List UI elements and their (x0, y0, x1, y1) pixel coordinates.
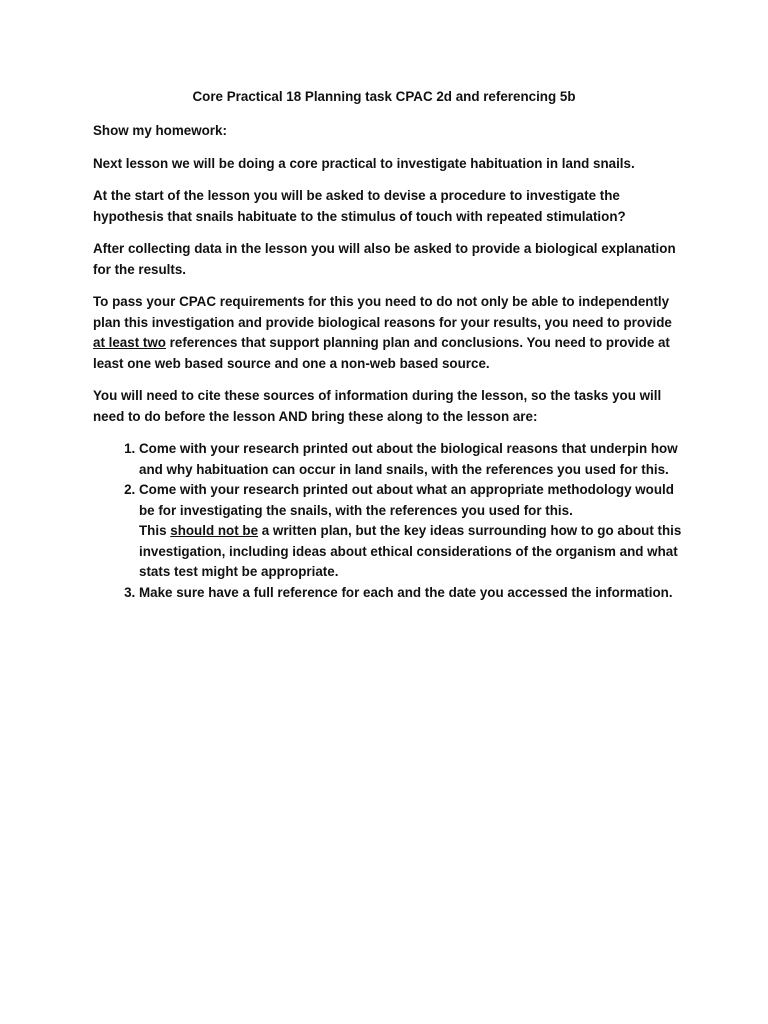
task-item-2-text-a: Come with your research printed out about what an appropriate methodology would be for investigating the snails, with the references you used for this. (139, 482, 674, 518)
task-list (93, 439, 683, 603)
document-title: Core Practical 18 Planning task CPAC 2d and referencing 5b (192, 89, 576, 104)
underlined-should-not-be: should not be (170, 523, 259, 538)
paragraph-show-my-homework: Show my homework: (93, 123, 227, 138)
paragraph-cpac-requirements (93, 292, 683, 374)
paragraph-cite-sources: You will need to cite these sources of information during the lesson, so the tasks you will need to do before the lesson AND bring these along to the lesson are: (93, 388, 662, 424)
task-item-2-text-c: a written plan, but the key ideas surrounding how to go about this investigation, including ideas about ethical considerations of the organism and what stats test might be appropriate. (139, 523, 682, 579)
task-item-3: 3. Make sure have a full reference for each and the date you accessed the information. (139, 583, 683, 604)
document-body (93, 121, 683, 603)
paragraph-next-lesson: Next lesson we will be doing a core practical to investigate habituation in land snails. (93, 155, 635, 171)
task-item-2 (139, 480, 683, 583)
paragraph-start-of-lesson: At the start of the lesson you will be asked to devise a procedure to investigate the hypothesis that snails habituate to the stimulus of touch with repeated stimulation? (93, 188, 626, 224)
task-item-2-text-b: This (139, 523, 171, 538)
task-item-1: 1. Come with your research printed out about the biological reasons that underpin how and why habituation can occur in land snails, with the references you used for this. (139, 439, 683, 480)
underlined-at-least-two: at least two (93, 335, 166, 350)
cpac-text-a: To pass your CPAC requirements for this you need to do not only be able to independently plan this investigation and provide biological reasons for your results, you need to provide (93, 294, 672, 330)
cpac-text-b: references that support planning plan and conclusions. You need to provide at least one web based source and one a non-web based source. (93, 335, 670, 371)
paragraph-after-collecting: After collecting data in the lesson you will also be asked to provide a biological explanation for the results. (93, 241, 676, 277)
